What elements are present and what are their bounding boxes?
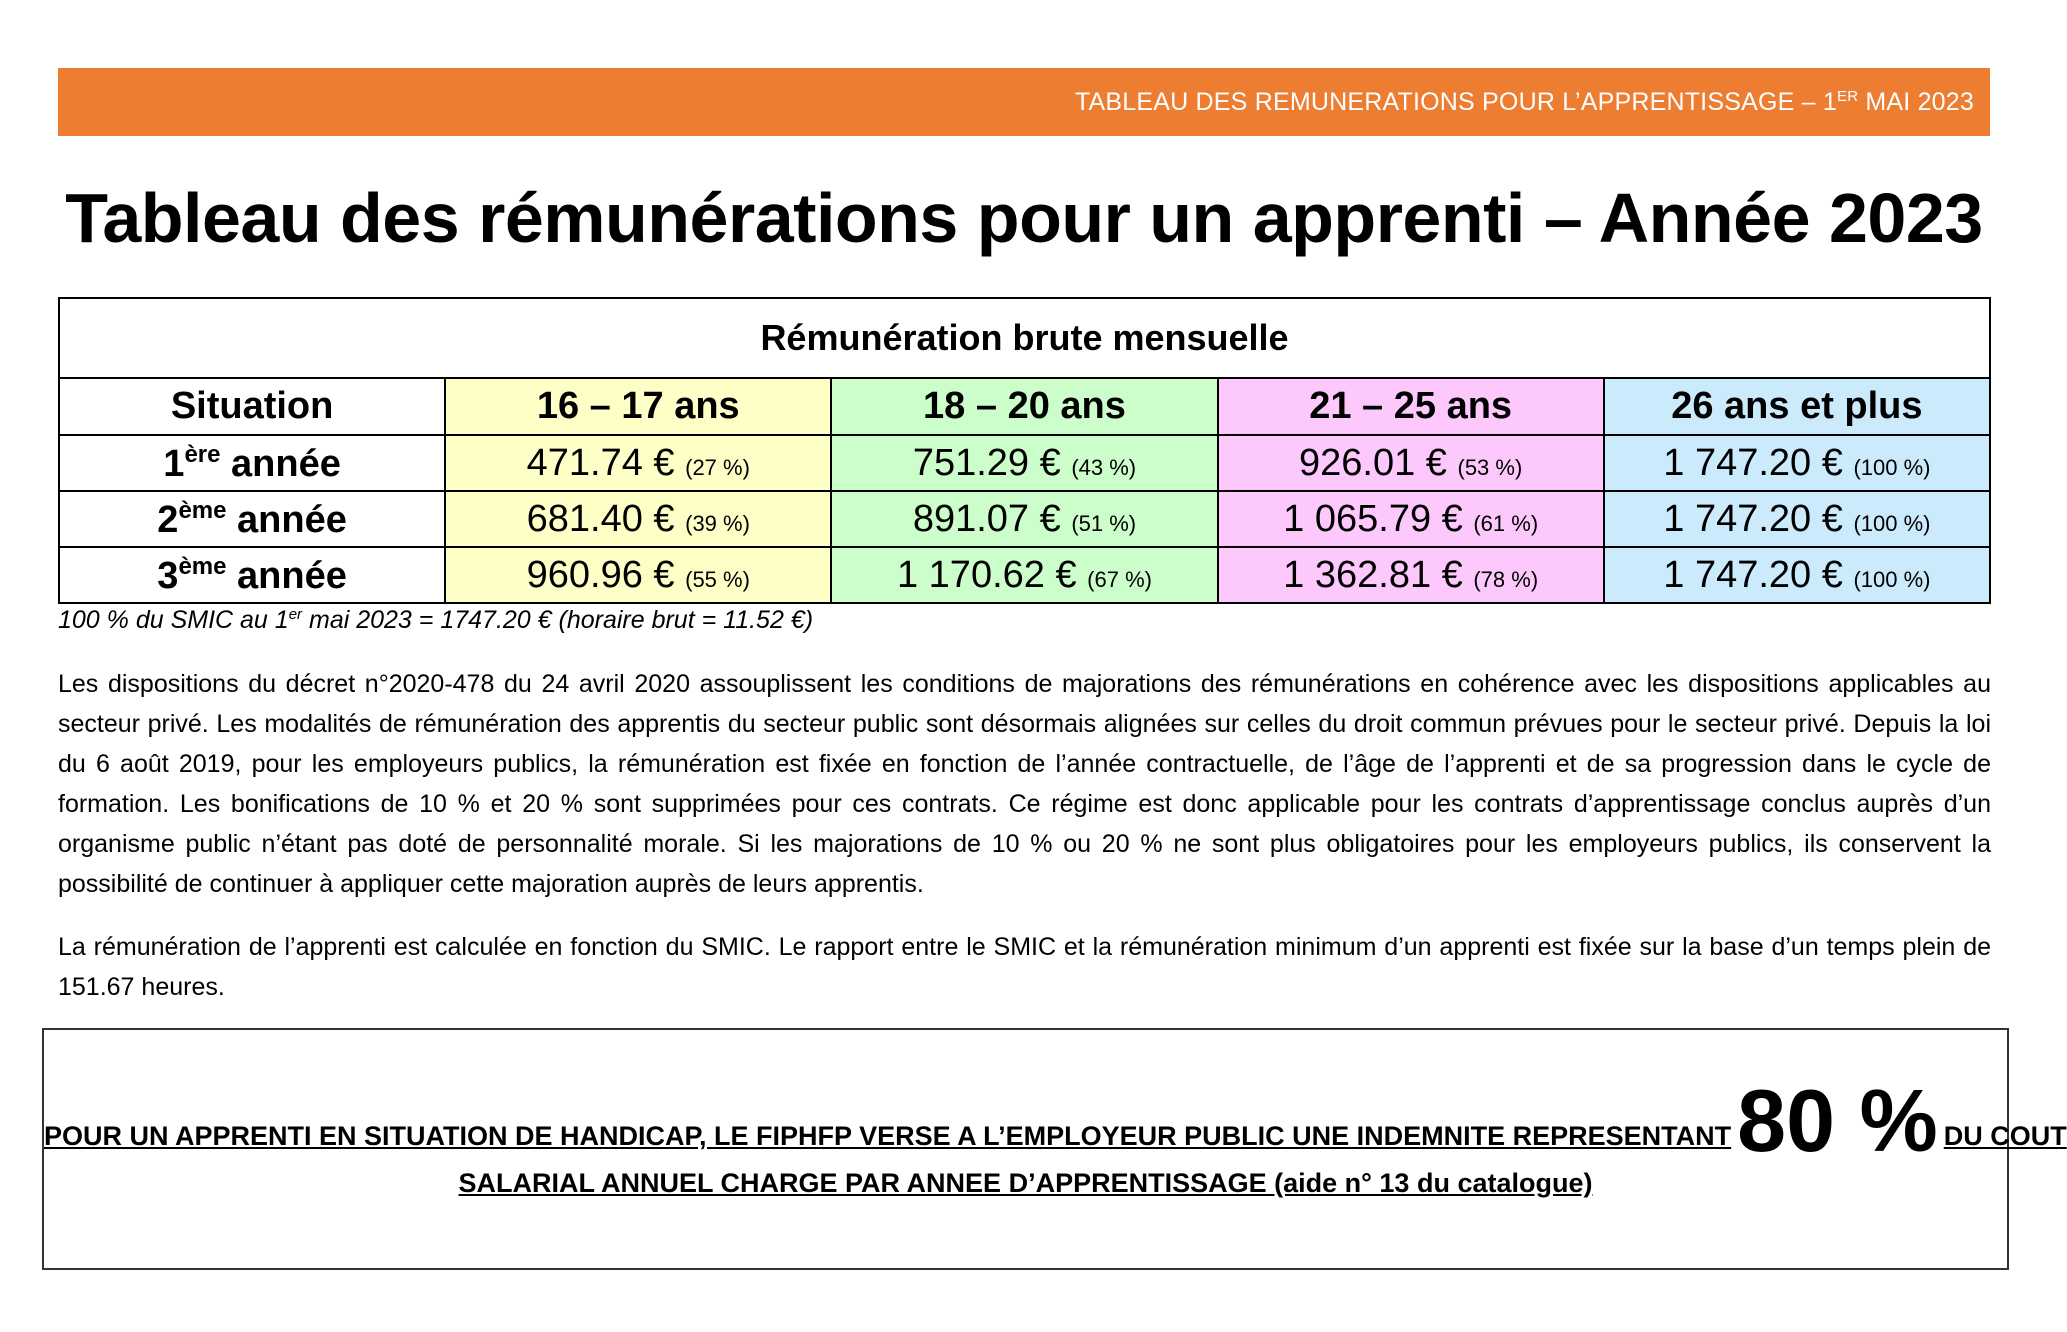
header-situation: Situation	[59, 378, 445, 435]
amount-cell: 1 065.79 € (61 %)	[1218, 491, 1604, 547]
header-band	[58, 68, 1990, 136]
smic-paragraph: La rémunération de l’apprenti est calculée en fonction du SMIC. Le rapport entre le SMIC et la rémunération minimum d’un apprenti est fixée sur la base d’un temps plein de 151.67 heures.	[58, 933, 1991, 1001]
amount-cell: 1 747.20 € (100 %)	[1604, 547, 1990, 603]
amount-cell: 751.29 € (43 %)	[831, 435, 1217, 491]
header-age-16-17: 16 – 17 ans	[445, 378, 831, 435]
table-row	[59, 491, 1990, 547]
smic-footnote: 100 % du SMIC au 1er mai 2023 = 1747.20 € (horaire brut = 11.52 €)	[58, 606, 814, 634]
table-row	[59, 547, 1990, 603]
amount-cell: 1 170.62 € (67 %)	[831, 547, 1217, 603]
amount-cell: 1 747.20 € (100 %)	[1604, 435, 1990, 491]
table-caption: Rémunération brute mensuelle	[59, 298, 1990, 378]
notice-line-2: SALARIAL ANNUEL CHARGE PAR ANNEE D’APPRENTISSAGE (aide n° 13 du catalogue)	[458, 1168, 1593, 1198]
table-row	[59, 435, 1990, 491]
notice-big-percentage: 80 %	[1737, 1071, 1938, 1170]
amount-cell: 471.74 € (27 %)	[445, 435, 831, 491]
decree-paragraph: Les dispositions du décret n°2020-478 du 24 avril 2020 assouplissent les conditions de majorations des rémunérations en cohérence avec les dispositions applicables au secteur privé. Les modalités de rémunération des apprentis du secteur public sont désormais alignées sur celles du droit commun prévues pour le secteur privé. Depuis la loi du 6 août 2019, pour les employeurs publics, la rémunération est fixée en fonction de l’année contractuelle, de l’âge de l’apprenti et de sa progression dans le cycle de formation. Les bonifications de 10 % et 20 % sont supprimées pour ces contrats. Ce régime est donc applicable pour les contrats d’apprentissage conclus auprès d’un organisme public n’étant pas doté de personnalité morale. Si les majorations de 10 % ou 20 % ne sont plus obligatoires pour les employeurs publics, ils conservent la possibilité de continuer à appliquer cette majoration auprès de leurs apprentis.	[58, 670, 1991, 898]
handicap-notice-box	[42, 1028, 2067, 1270]
amount-cell: 891.07 € (51 %)	[831, 491, 1217, 547]
situation-cell: 3ème année	[59, 547, 445, 603]
amount-cell: 1 362.81 € (78 %)	[1218, 547, 1604, 603]
amount-cell: 1 747.20 € (100 %)	[1604, 491, 1990, 547]
notice-line-1: POUR UN APPRENTI EN SITUATION DE HANDICAP, LE FIPHFP VERSE A L’EMPLOYEUR PUBLIC UNE INDEMNITE REPRESENTANT80 % DU COUT	[44, 1071, 2067, 1170]
amount-cell: 681.40 € (39 %)	[445, 491, 831, 547]
header-age-18-20: 18 – 20 ans	[831, 378, 1217, 435]
header-band-text: TABLEAU DES REMUNERATIONS POUR L’APPRENTISSAGE – 1ER MAI 2023	[1074, 87, 1974, 116]
amount-cell: 926.01 € (53 %)	[1218, 435, 1604, 491]
situation-cell: 2ème année	[59, 491, 445, 547]
table-header-row	[59, 378, 1990, 435]
situation-cell: 1ère année	[59, 435, 445, 491]
header-age-26-plus: 26 ans et plus	[1604, 378, 1990, 435]
header-age-21-25: 21 – 25 ans	[1218, 378, 1604, 435]
amount-cell: 960.96 € (55 %)	[445, 547, 831, 603]
remuneration-table	[58, 297, 1991, 604]
page-title: Tableau des rémunérations pour un apprenti – Année 2023	[65, 179, 1983, 257]
